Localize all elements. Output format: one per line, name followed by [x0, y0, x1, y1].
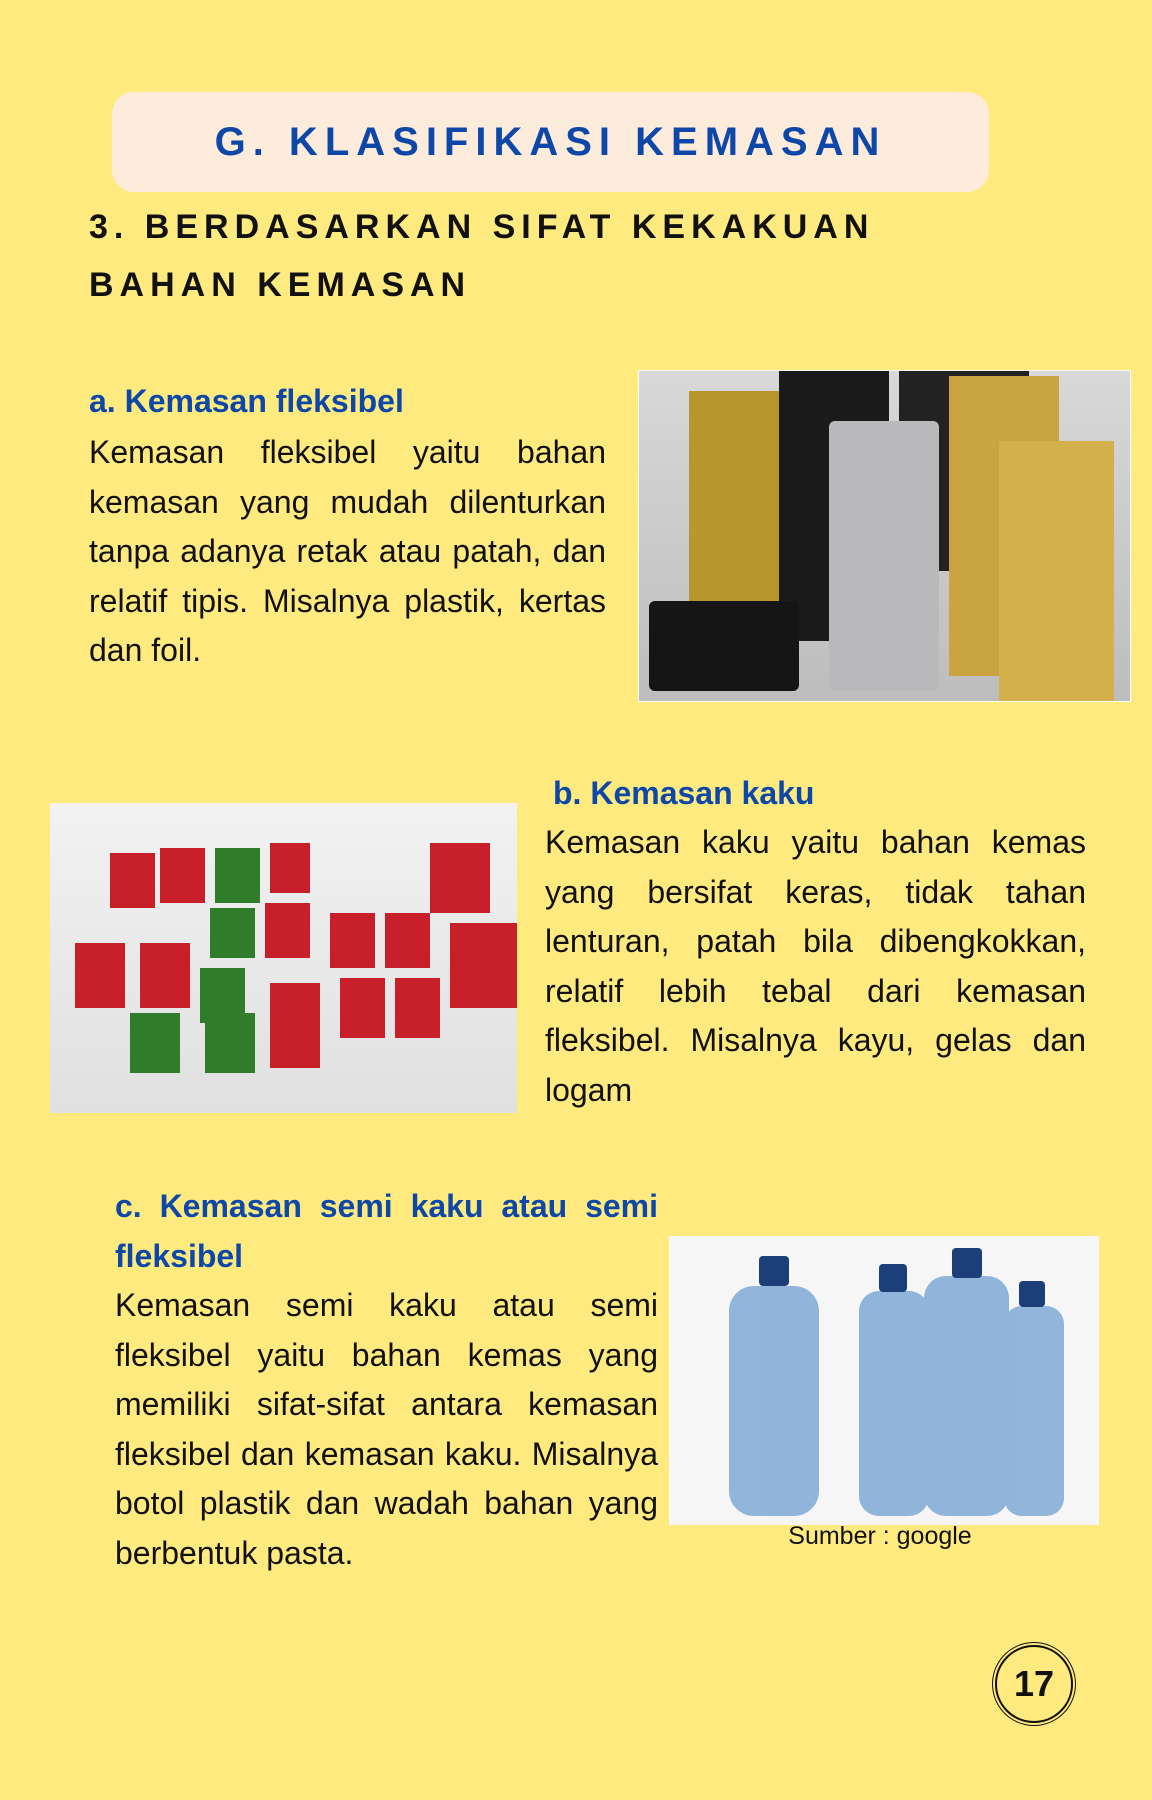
subheading-rigid: b. Kemasan kaku [553, 775, 815, 811]
paragraph-semi-rigid: Kemasan semi kaku atau semi fleksibel yaitu bahan kemas yang memiliki sifat-sifat antara kemasan fleksibel dan kemasan kaku. Misalnya botol plastik dan wadah bahan yang berbentuk pasta. [115, 1287, 658, 1571]
image-source-caption: Sumber : google [788, 1522, 972, 1550]
page-number [995, 1645, 1073, 1723]
title-banner [112, 92, 989, 192]
foil-bags-illustration [639, 371, 1130, 701]
section-heading-line2: BAHAN KEMASAN [89, 266, 472, 304]
cans-illustration [50, 803, 517, 1113]
subheading-flexible: a. Kemasan fleksibel [89, 383, 404, 419]
page-title: G. KLASIFIKASI KEMASAN [214, 119, 887, 164]
page-number-text: 17 [1013, 1663, 1055, 1704]
bottles-illustration [669, 1236, 1099, 1525]
paragraph-rigid: Kemasan kaku yaitu bahan kemas yang bersifat keras, tidak tahan lenturan, patah bila dibengkokkan, relatif lebih tebal dari kemasan fleksibel. Misalnya kayu, gelas dan logam [545, 824, 1086, 1108]
subheading-semi-rigid: c. Kemasan semi kaku atau semi fleksibel [115, 1188, 658, 1274]
rigid-packaging-image [50, 803, 517, 1113]
paragraph-flexible: Kemasan fleksibel yaitu bahan kemasan yang mudah dilenturkan tanpa adanya retak atau patah, dan relatif tipis. Misalnya plastik, kertas dan foil. [89, 434, 606, 668]
section-heading-line1: 3. BERDASARKAN SIFAT KEKAKUAN [89, 208, 875, 246]
semi-rigid-packaging-image [669, 1236, 1099, 1525]
flexible-packaging-image [638, 370, 1131, 702]
